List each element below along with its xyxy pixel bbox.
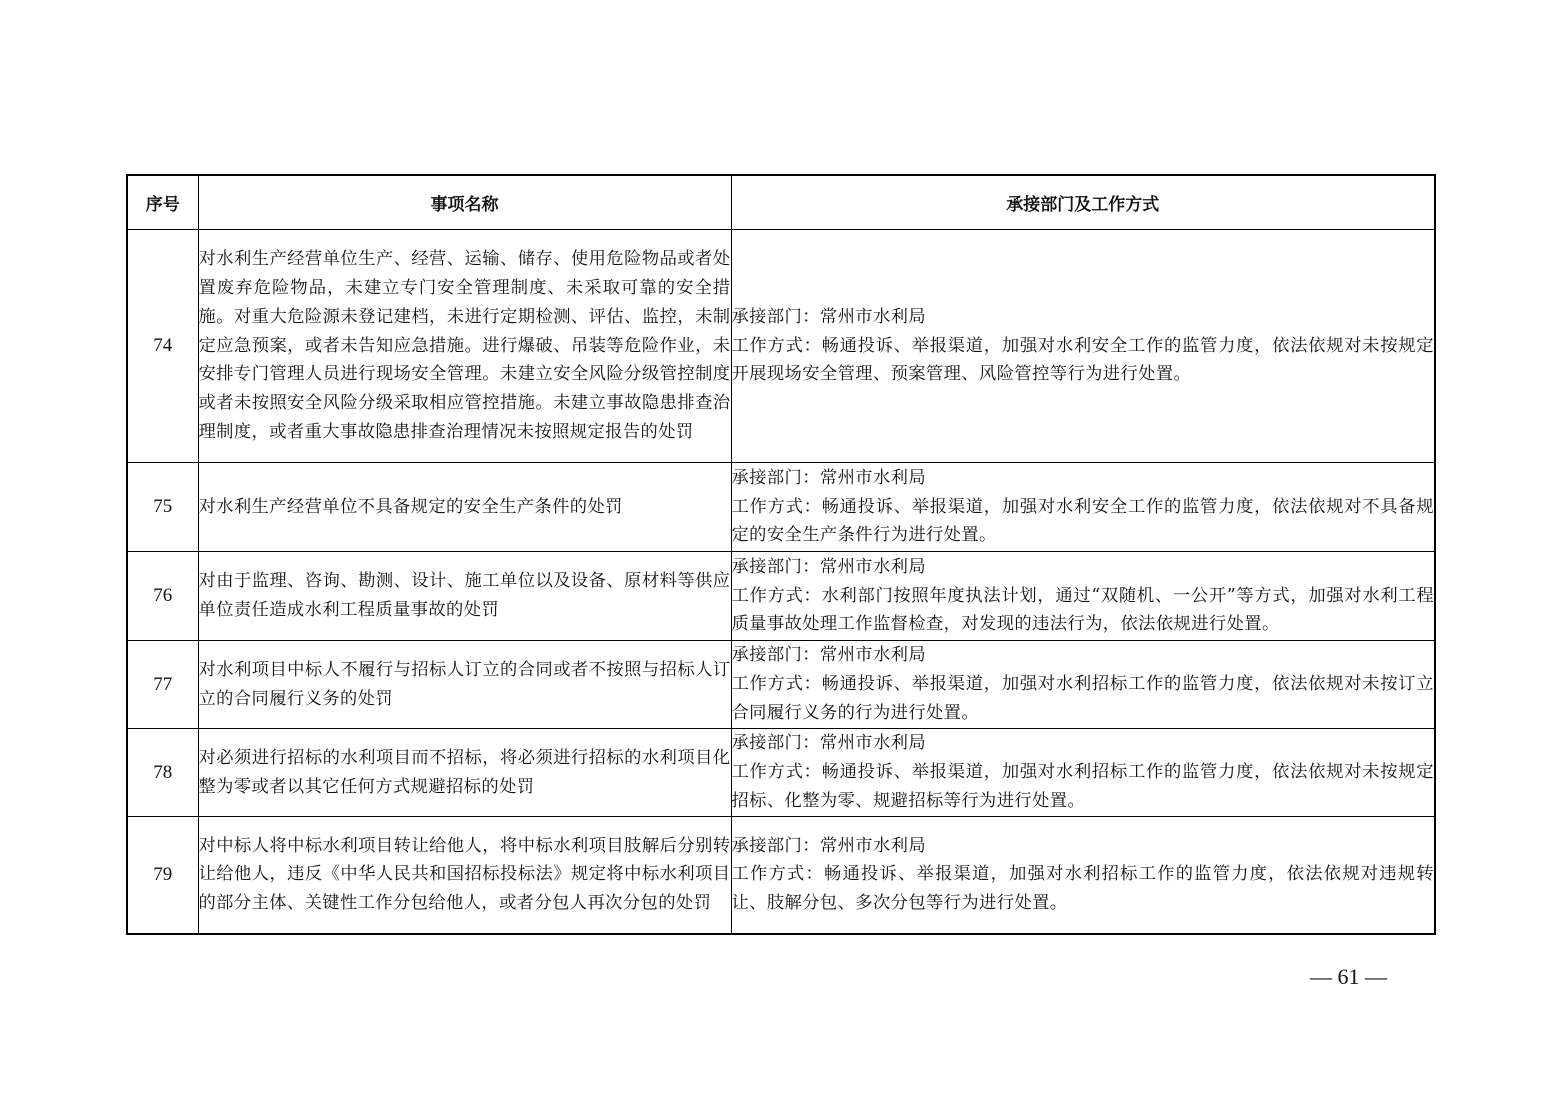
dept-label: 承接部门：常州市水利局 xyxy=(731,467,926,488)
row-item: 对水利项目中标人不履行与招标人订立的合同或者不按照与招标人订立的合同履行义务的处罚 xyxy=(198,641,731,729)
work-method: 工作方式：水利部门按照年度执法计划，通过“双随机、一公开”等方式，加强对水利工程质量事故处理工作监督检查，对发现的违法行为，依法依规进行处置。 xyxy=(731,585,1434,635)
row-dept xyxy=(731,729,1435,817)
work-method: 工作方式：畅通投诉、举报渠道，加强对水利招标工作的监管力度，依法依规对未按订立合同履行义务的行为进行处置。 xyxy=(731,674,1434,723)
row-item: 对水利生产经营单位生产、经营、运输、储存、使用危险物品或者处置废弃危险物品，未建立专门安全管理制度、未采取可靠的安全措施。对重大危险源未登记建档，未进行定期检测、评估、监控，未制定应急预案，或者未告知应急措施。进行爆破、吊装等危险作业，未安排专门管理人员进行现场安全管理。未建立安全风险分级管控制度或者未按照安全风险分级采取相应管控措施。未建立事故隐患排查治理制度，或者重大事故隐患排查治理情况未按照规定报告的处罚 xyxy=(198,230,731,463)
row-item: 对必须进行招标的水利项目而不招标，将必须进行招标的水利项目化整为零或者以其它任何方式规避招标的处罚 xyxy=(198,729,731,817)
row-dept xyxy=(731,641,1435,729)
row-dept xyxy=(731,552,1435,641)
row-num: 79 xyxy=(127,817,198,934)
dept-label: 承接部门：常州市水利局 xyxy=(731,733,926,754)
dept-label: 承接部门：常州市水利局 xyxy=(731,306,926,327)
work-method: 工作方式：畅通投诉、举报渠道，加强对水利安全工作的监管力度，依法依规对未按规定开展现场安全管理、预案管理、风险管控等行为进行处置。 xyxy=(731,335,1434,385)
table-row xyxy=(127,552,1435,641)
table-row xyxy=(127,463,1435,552)
matters-table xyxy=(126,174,1436,935)
page-number: — 61 — xyxy=(1310,964,1387,989)
work-method: 工作方式：畅通投诉、举报渠道，加强对水利招标工作的监管力度，依法依规对违规转让、肢解分包、多次分包等行为进行处置。 xyxy=(731,864,1434,914)
row-dept xyxy=(731,230,1435,463)
header-num: 序号 xyxy=(127,175,198,230)
row-num: 78 xyxy=(127,729,198,817)
dept-label: 承接部门：常州市水利局 xyxy=(731,645,926,666)
row-dept xyxy=(731,463,1435,552)
table-row xyxy=(127,817,1435,934)
work-method: 工作方式：畅通投诉、举报渠道，加强对水利安全工作的监管力度，依法依规对不具备规定的安全生产条件行为进行处置。 xyxy=(731,496,1434,546)
row-item: 对中标人将中标水利项目转让给他人，将中标水利项目肢解后分别转让给他人，违反《中华人民共和国招标投标法》规定将中标水利项目的部分主体、关键性工作分包给他人，或者分包人再次分包的处罚 xyxy=(198,817,731,934)
header-item: 事项名称 xyxy=(198,175,731,230)
row-item: 对由于监理、咨询、勘测、设计、施工单位以及设备、原材料等供应单位责任造成水利工程质量事故的处罚 xyxy=(198,552,731,641)
row-num: 76 xyxy=(127,552,198,641)
row-item: 对水利生产经营单位不具备规定的安全生产条件的处罚 xyxy=(198,463,731,552)
table-header-row xyxy=(127,175,1435,230)
table-row xyxy=(127,230,1435,463)
row-dept xyxy=(731,817,1435,934)
row-num: 75 xyxy=(127,463,198,552)
dept-label: 承接部门：常州市水利局 xyxy=(731,835,926,856)
row-num: 77 xyxy=(127,641,198,729)
table-row xyxy=(127,729,1435,817)
table-row xyxy=(127,641,1435,729)
row-num: 74 xyxy=(127,230,198,463)
dept-label: 承接部门：常州市水利局 xyxy=(731,556,926,577)
work-method: 工作方式：畅通投诉、举报渠道，加强对水利招标工作的监管力度，依法依规对未按规定招标、化整为零、规避招标等行为进行处置。 xyxy=(731,762,1434,811)
header-dept: 承接部门及工作方式 xyxy=(731,175,1435,230)
